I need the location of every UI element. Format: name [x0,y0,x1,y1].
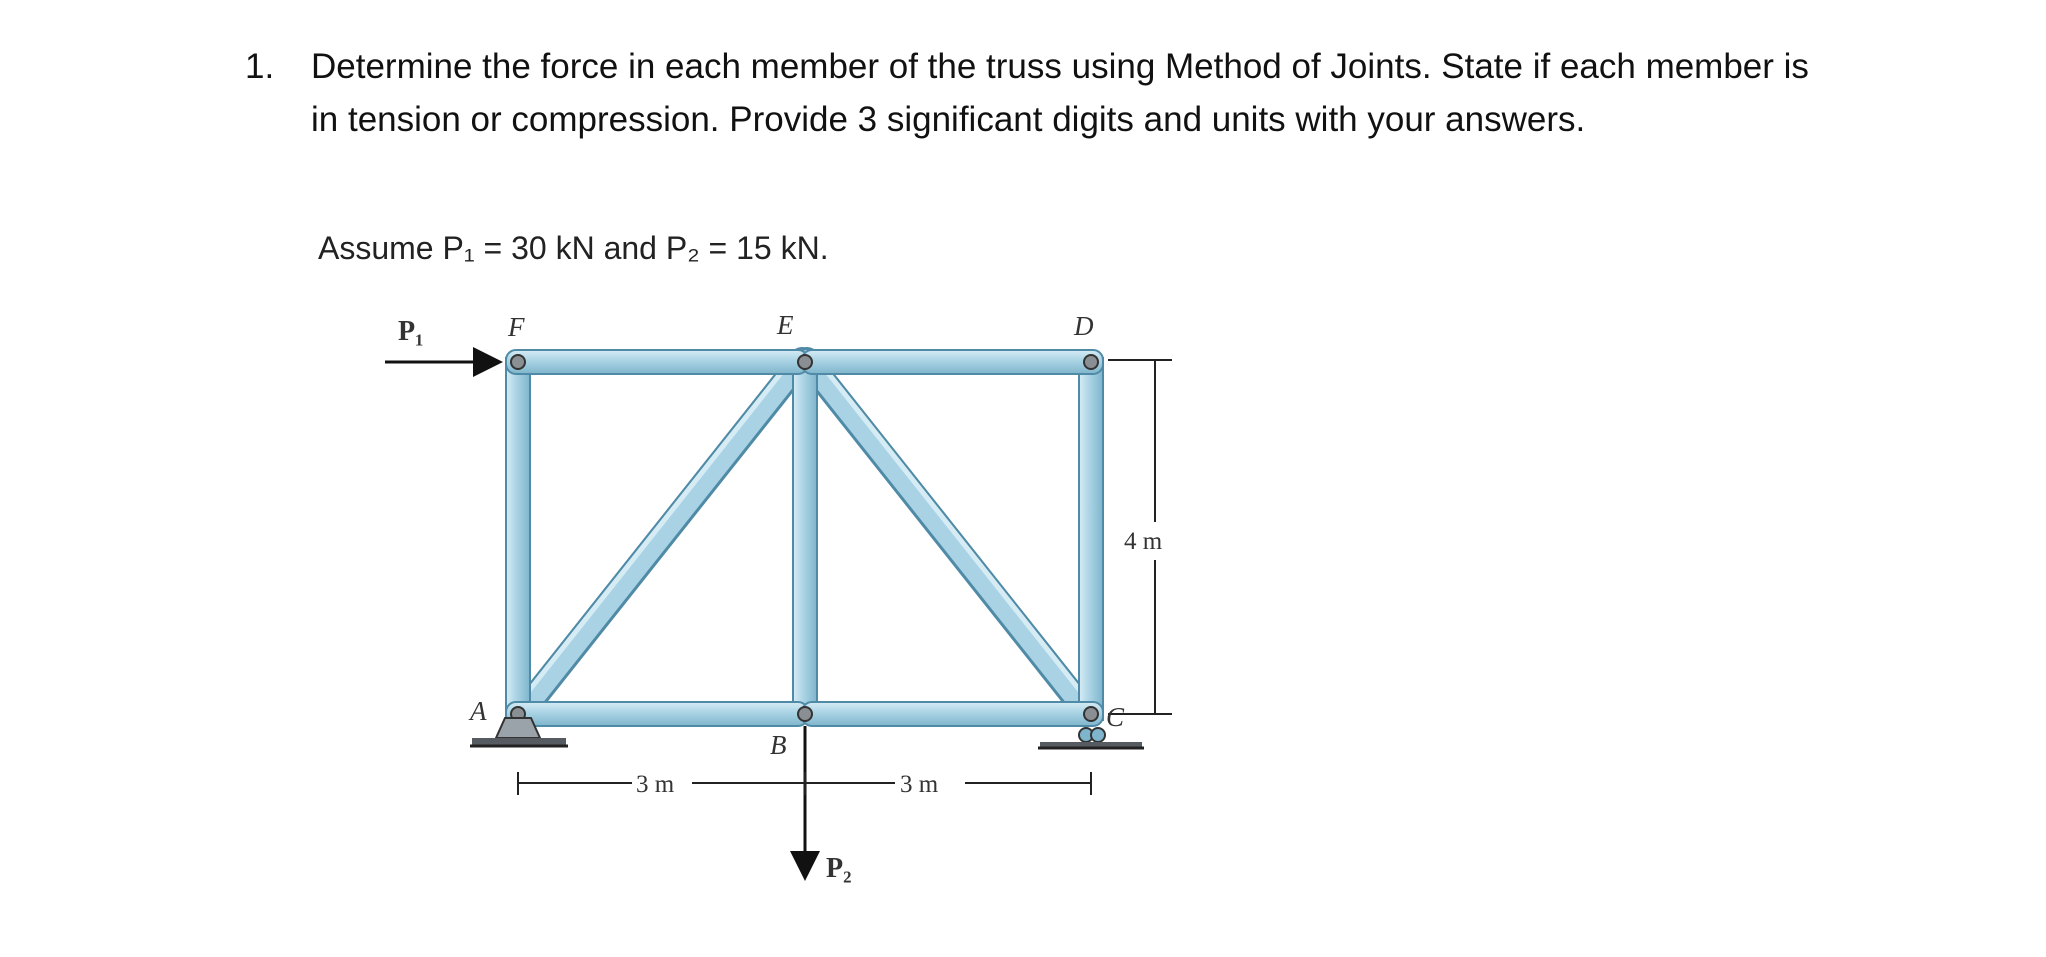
member-dc [1079,358,1103,720]
member-ec [807,354,1093,713]
pin-f [511,355,525,369]
member-eb [793,358,817,720]
label-load-p2: P₂ [826,853,852,884]
pin-d [1084,355,1098,369]
label-span-left: 3 m [636,771,675,798]
member-af [506,358,530,720]
label-height: 4 m [1124,528,1163,555]
label-load-p1: P₁ [398,316,424,347]
joint-pins [511,355,1098,721]
pin-e [798,355,812,369]
member-bc [802,702,1103,726]
label-joint-e: E [777,310,794,340]
span-dimension [518,772,1091,795]
assumption-text: Assume P₁ = 30 kN and P₂ = 15 kN. [318,230,829,266]
label-joint-f: F [508,312,525,342]
member-ae [516,354,802,713]
height-dimension [1108,360,1172,714]
label-joint-c: C [1106,702,1125,732]
problem-text: Determine the force in each member of the truss using Method of Joints. State if each member is in tension or compression. Provide 3 significant digits and units with your answers. [311,47,1809,139]
member-fe [506,350,808,374]
member-ab [506,702,808,726]
pin-b [798,707,812,721]
label-span-right: 3 m [900,771,939,798]
label-joint-a: A [470,696,487,726]
roller-support-c [1038,728,1144,748]
problem-statement [245,40,1845,146]
label-joint-b: B [770,730,787,760]
member-ed [802,350,1103,374]
label-joint-d: D [1074,311,1094,341]
pin-c [1084,707,1098,721]
pin-a [511,707,525,721]
pin-support-a [470,718,568,746]
problem-number: 1. [245,47,275,86]
